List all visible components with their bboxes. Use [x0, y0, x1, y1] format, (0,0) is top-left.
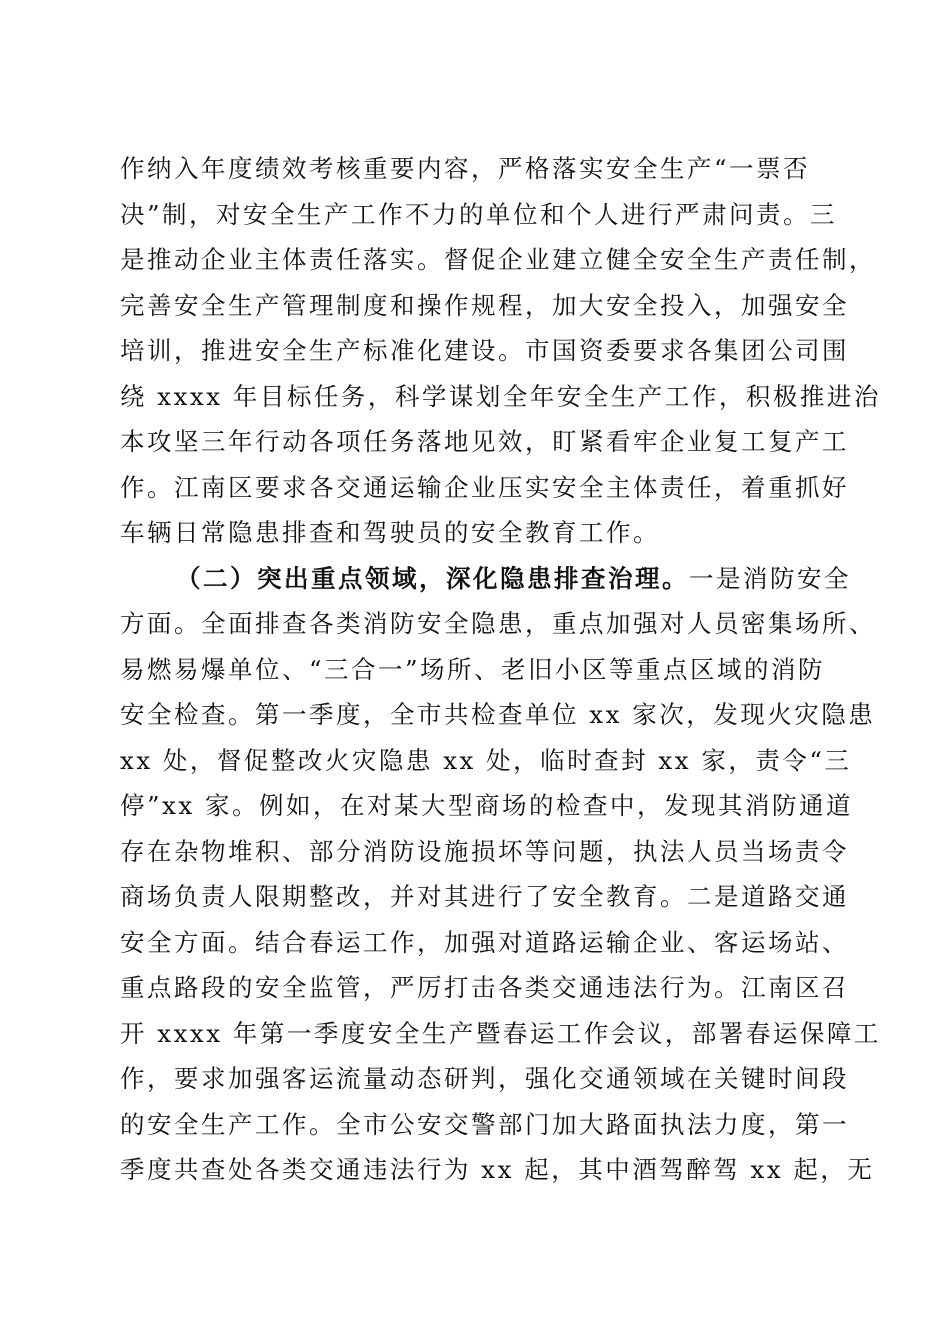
section-line: 安全方面。结合春运工作，加强对道路运输企业、客运场站、 — [120, 927, 849, 957]
section-line: 存在杂物堆积、部分消防设施损坏等问题，执法人员当场责令 — [120, 836, 849, 866]
body-line: 决”制，对安全生产工作不力的单位和个人进行严肃问责。三 — [120, 199, 838, 229]
body-line: 车辆日常隐患排查和驾驶员的安全教育工作。 — [120, 518, 660, 547]
section-line: 方面。全面排查各类消防安全隐患，重点加强对人员密集场所、 — [120, 609, 876, 638]
body-line: 是推动企业主体责任落实。督促企业建立健全安全生产责任制， — [120, 245, 876, 274]
body-line: 作。江南区要求各交通运输企业压实安全主体责任，着重抓好 — [120, 472, 849, 502]
section-heading: （二）突出重点领域，深化隐患排查治理。 — [176, 563, 689, 593]
section-line: 易燃易爆单位、“三合一”场所、老旧小区等重点区域的消防 — [120, 654, 826, 684]
section-first-line-text: 一是消防安全 — [689, 563, 851, 593]
section-first-line — [120, 556, 851, 602]
body-line: 完善安全生产管理制度和操作规程，加大安全投入，加强安全 — [120, 290, 849, 320]
document-body — [120, 146, 881, 1193]
section-line: xx 处，督促整改火灾隐患 xx 处，临时查封 xx 家，责令“三 — [120, 745, 852, 775]
body-line: 绕 xxxx 年目标任务，科学谋划全年安全生产工作，积极推进治 — [120, 381, 881, 411]
section-line: 商场负责人限期整改，并对其进行了安全教育。二是道路交通 — [120, 882, 849, 911]
section-line: 安全检查。第一季度，全市共检查单位 xx 家次，发现火灾隐患 — [120, 700, 876, 729]
body-line: 作纳入年度绩效考核重要内容，严格落实安全生产“一票否 — [120, 154, 811, 183]
body-line: 本攻坚三年行动各项任务落地见效，盯紧看牢企业复工复产工 — [120, 427, 849, 456]
section-line: 作，要求加强客运流量动态研判，强化交通领域在关键时间段 — [120, 1064, 849, 1093]
section-line: 停”xx 家。例如，在对某大型商场的检查中，发现其消防通道 — [120, 791, 853, 820]
section-line: 季度共查处各类交通违法行为 xx 起，其中酒驾醉驾 xx 起，无 — [120, 1155, 875, 1184]
section-line: 重点路段的安全监管，严厉打击各类交通违法行为。江南区召 — [120, 973, 849, 1002]
section-line: 开 xxxx 年第一季度安全生产暨春运工作会议，部署春运保障工 — [120, 1018, 881, 1048]
section-line: 的安全生产工作。全市公安交警部门加大路面执法力度，第一 — [120, 1109, 849, 1139]
body-line: 培训，推进安全生产标准化建设。市国资委要求各集团公司围 — [120, 336, 849, 365]
